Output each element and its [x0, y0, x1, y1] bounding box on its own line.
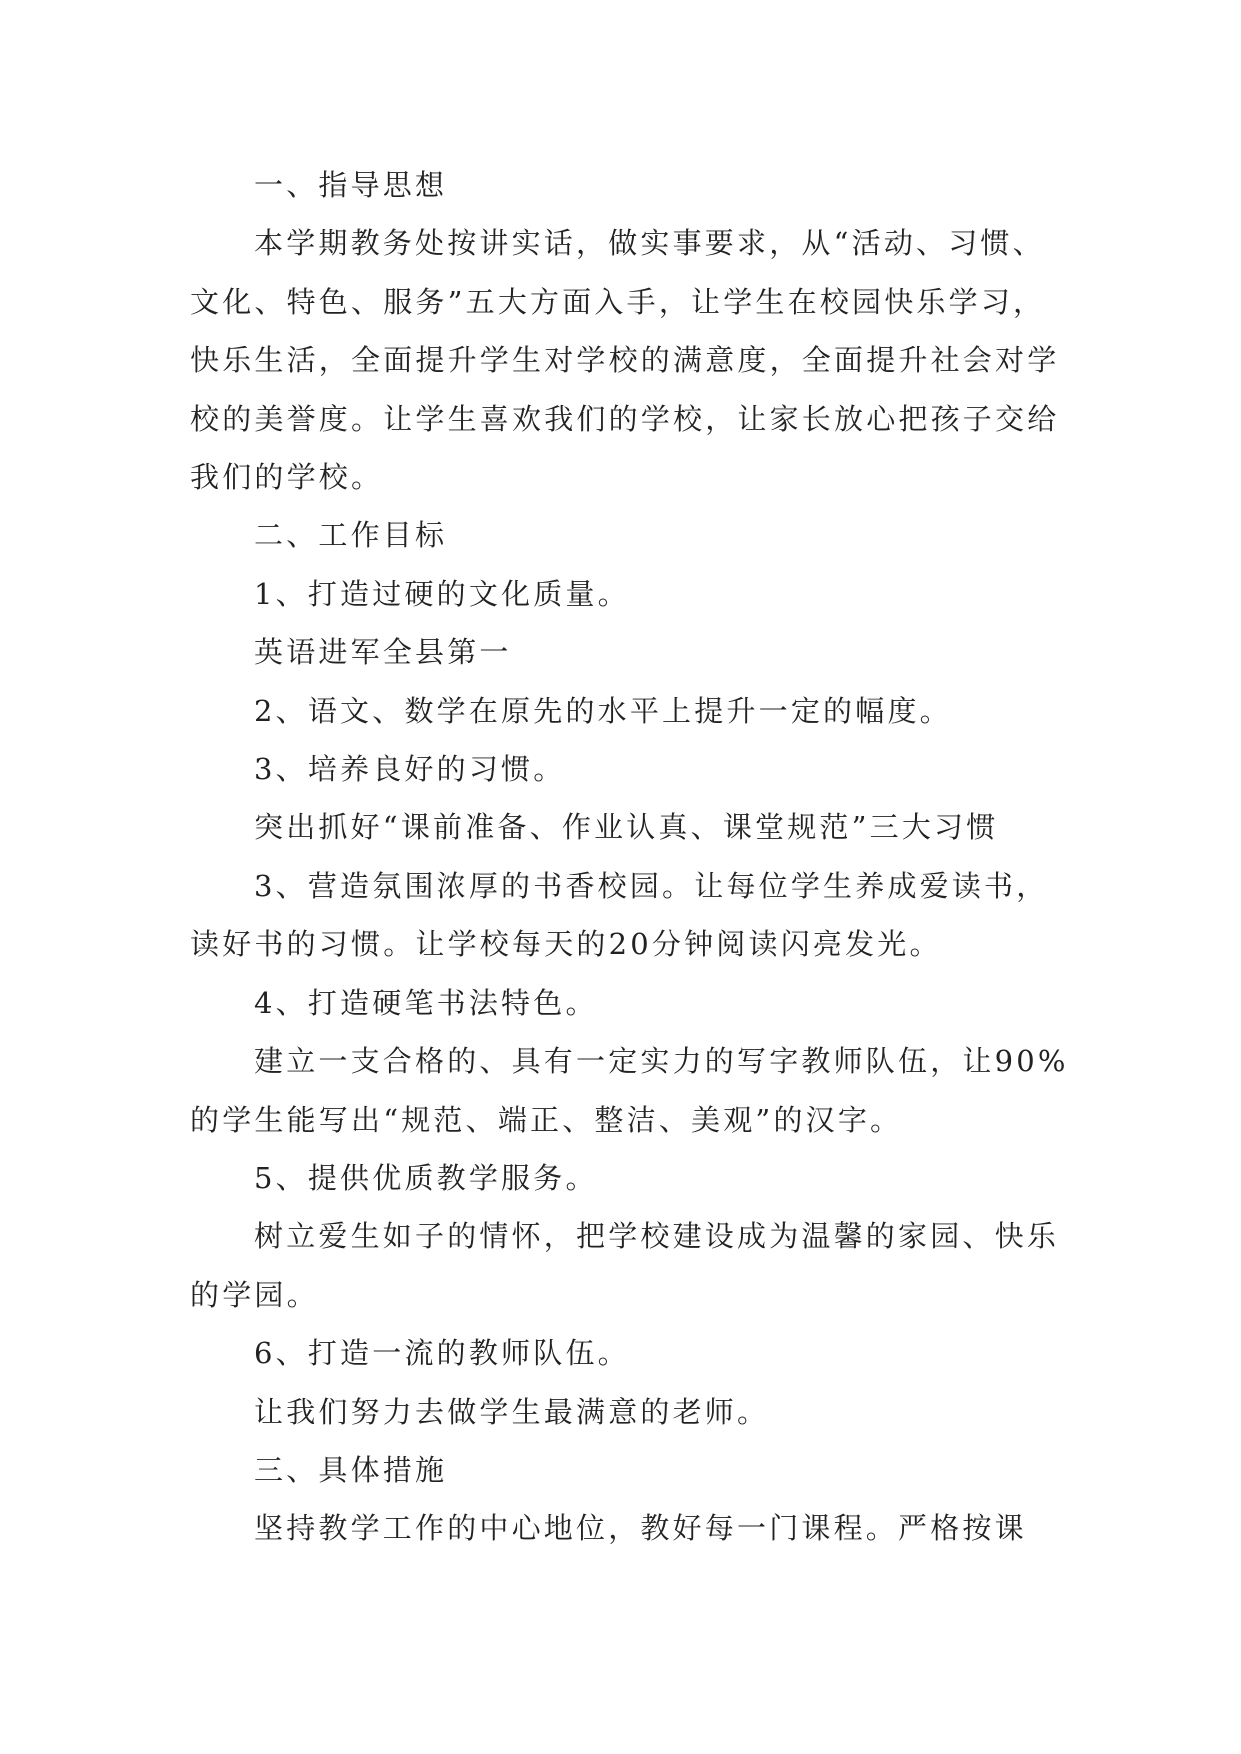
goal-detail-habits: 突出抓好“课前准备、作业认真、课堂规范”三大习惯	[254, 810, 999, 845]
goal-item-1: 1、打造过硬的文化质量。	[254, 576, 630, 611]
goal-item-3-reading: 3、营造氛围浓厚的书香校园。让每位学生养成爱读书，读好书的习惯。让学校每天的20分钟阅读闪亮发光。	[190, 868, 1049, 962]
goal-item-3-habits: 3、培养良好的习惯。	[254, 752, 566, 787]
goal-item-5: 5、提供优质教学服务。	[254, 1160, 598, 1195]
goal-item-2: 2、语文、数学在原先的水平上提升一定的幅度。	[254, 693, 952, 728]
section-heading-measures: 三、具体措施	[254, 1452, 448, 1487]
goal-detail-teachers: 让我们努力去做学生最满意的老师。	[254, 1394, 770, 1429]
goal-detail-calligraphy: 建立一支合格的、具有一定实力的写字教师队伍，让90%的学生能写出“规范、端正、整洁、美观”的汉字。	[190, 1044, 1069, 1137]
goal-detail-english: 英语进军全县第一	[254, 635, 512, 670]
section-heading-work-goals: 二、工作目标	[254, 518, 448, 553]
paragraph-measures: 坚持教学工作的中心地位，教好每一门课程。严格按课	[254, 1511, 1027, 1546]
section-heading-guiding-ideology: 一、指导思想	[254, 168, 448, 202]
goal-item-4: 4、打造硬笔书法特色。	[254, 985, 598, 1020]
document-body	[190, 156, 1070, 1558]
paragraph-guiding-ideology: 本学期教务处按讲实话，做实事要求，从“活动、习惯、文化、特色、服务”五大方面入手，让学生在校园快乐学习，快乐生活，全面提升学生对学校的满意度，全面提升社会对学校的美誉度。让学生喜欢我们的学校，让家长放心把孩子交给我们的学校。	[190, 226, 1060, 495]
goal-item-6: 6、打造一流的教师队伍。	[254, 1336, 630, 1371]
goal-detail-service: 树立爱生如子的情怀，把学校建设成为温馨的家园、快乐的学园。	[190, 1219, 1060, 1312]
